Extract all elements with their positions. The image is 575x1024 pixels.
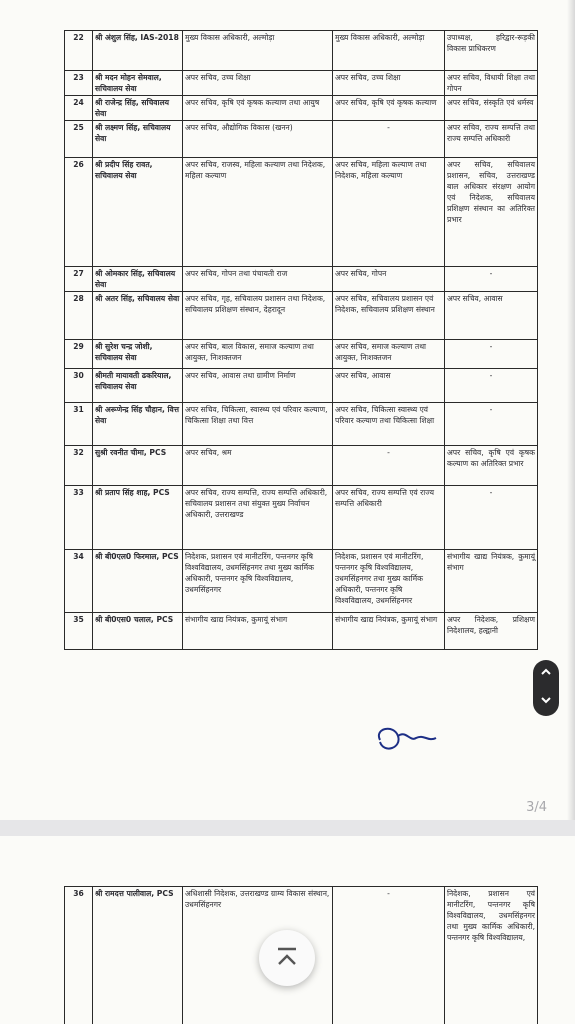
serial-number: 28 — [65, 292, 93, 340]
current-posting: अपर सचिव, औद्योगिक विकास (खनन) — [183, 121, 333, 158]
retained-posting: - — [333, 887, 445, 1024]
table-row — [65, 96, 538, 121]
table-row — [65, 369, 538, 403]
new-posting: निदेशक, प्रशासन एवं मानीटरिंग, पन्तनगर कृषि विश्वविद्यालय, उधमसिंहनगर तथा मुख्य कार्मिक अधिकारी, पन्तनगर कृषि विश्वविद्यालय, — [445, 887, 538, 1024]
retained-posting: संभागीय खाद्य नियंत्रक, कुमायूं संभाग — [333, 613, 445, 650]
officer-name: श्री ओमकार सिंह, सचिवालय सेवा — [93, 267, 183, 292]
officer-name: श्री बी0एल0 फिरमाल, PCS — [93, 550, 183, 613]
current-posting: संभागीय खाद्य नियंत्रक, कुमायूं संभाग — [183, 613, 333, 650]
retained-posting: - — [333, 446, 445, 486]
current-posting: मुख्य विकास अधिकारी, अल्मोड़ा — [183, 31, 333, 71]
officer-name: श्री मदन मोहन सेमवाल, सचिवालय सेवा — [93, 71, 183, 96]
table-row — [65, 403, 538, 446]
officer-name: श्री प्रताप सिंह शाह, PCS — [93, 486, 183, 550]
serial-number: 23 — [65, 71, 93, 96]
table-row — [65, 446, 538, 486]
serial-number: 34 — [65, 550, 93, 613]
new-posting: - — [445, 369, 538, 403]
table-row — [65, 550, 538, 613]
retained-posting: मुख्य विकास अधिकारी, अल्मोड़ा — [333, 31, 445, 71]
new-posting: अपर निदेशक, प्रशिक्षण निदेशालय, हल्द्वानी — [445, 613, 538, 650]
table-row — [65, 71, 538, 96]
current-posting: अपर सचिव, गृह, सचिवालय प्रशासन तथा निदेशक, सचिवालय प्रशिक्षण संस्थान, देहरादून — [183, 292, 333, 340]
serial-number: 29 — [65, 340, 93, 369]
current-posting: अपर सचिव, राजस्व, महिला कल्याण तथा निदेशक, महिला कल्याण — [183, 158, 333, 267]
scroll-up-button[interactable] — [533, 660, 559, 688]
chevron-down-icon — [540, 694, 552, 706]
current-posting: अपर सचिव, श्रम — [183, 446, 333, 486]
officer-name: श्री अंशुल सिंह, IAS-2018 — [93, 31, 183, 71]
serial-number: 30 — [65, 369, 93, 403]
retained-posting: अपर सचिव, उच्च शिक्षा — [333, 71, 445, 96]
new-posting: अपर सचिव, संस्कृति एवं धर्मस्व — [445, 96, 538, 121]
table-row — [65, 267, 538, 292]
table-row — [65, 613, 538, 650]
new-posting: संभागीय खाद्य नियंत्रक, कुमायूं संभाग — [445, 550, 538, 613]
chevron-up-icon — [540, 666, 552, 678]
new-posting: - — [445, 486, 538, 550]
serial-number: 35 — [65, 613, 93, 650]
serial-number: 27 — [65, 267, 93, 292]
signature — [372, 720, 442, 756]
current-posting: अधिशासी निदेशक, उत्तराखण्ड ग्राम्य विकास संस्थान, उधमसिंहनगर — [183, 887, 333, 1024]
new-posting: अपर सचिव, आवास — [445, 292, 538, 340]
current-posting: निदेशक, प्रशासन एवं मानीटरिंग, पन्तनगर कृषि विश्वविद्यालय, उधमसिंहनगर तथा मुख्य कार्मिक अधिकारी, पन्तनगर कृषि विश्वविद्यालय, उधमसिंहनगर — [183, 550, 333, 613]
officer-name: श्री अतर सिंह, सचिवालय सेवा — [93, 292, 183, 340]
current-posting: अपर सचिव, गोपन तथा पंचायती राज — [183, 267, 333, 292]
serial-number: 25 — [65, 121, 93, 158]
officer-name: श्री प्रदीप सिंह रावत, सचिवालय सेवा — [93, 158, 183, 267]
page-edge-shadow — [567, 0, 575, 820]
officer-name: श्री बी0एस0 चलाल, PCS — [93, 613, 183, 650]
serial-number: 26 — [65, 158, 93, 267]
officer-name: श्री सुरेश चन्द्र जोशी, सचिवालय सेवा — [93, 340, 183, 369]
new-posting: अपर सचिव, सचिवालय प्रशासन, सचिव, उत्तराखण्ड बाल अधिकार संरक्षण आयोग एवं निदेशक, सचिवालय प्रशिक्षण संस्थान का अतिरिक्त प्रभार — [445, 158, 538, 267]
table-row — [65, 31, 538, 71]
page-nav-control — [533, 660, 559, 716]
retained-posting: अपर सचिव, महिला कल्याण तथा निदेशक, महिला कल्याण — [333, 158, 445, 267]
serial-number: 36 — [65, 887, 93, 1024]
retained-posting: अपर सचिव, राज्य सम्पत्ति एवं राज्य सम्पत्ति अधिकारी — [333, 486, 445, 550]
retained-posting: अपर सचिव, आवास — [333, 369, 445, 403]
officer-name: श्रीमती मायावती ढकरियाल, सचिवालय सेवा — [93, 369, 183, 403]
retained-posting: अपर सचिव, चिकित्सा स्वास्थ्य एवं परिवार कल्याण तथा चिकित्सा शिक्षा — [333, 403, 445, 446]
current-posting: अपर सचिव, बाल विकास, समाज कल्याण तथा आयुक्त, निःशक्तजन — [183, 340, 333, 369]
transfer-table — [64, 30, 538, 650]
table-row — [65, 486, 538, 550]
scroll-down-button[interactable] — [533, 688, 559, 716]
serial-number: 33 — [65, 486, 93, 550]
new-posting: - — [445, 403, 538, 446]
page-separator — [0, 820, 575, 836]
retained-posting: अपर सचिव, कृषि एवं कृषक कल्याण — [333, 96, 445, 121]
new-posting: अपर सचिव, कृषि एवं कृषक कल्याण का अतिरिक्त प्रभार — [445, 446, 538, 486]
new-posting: अपर सचिव, राज्य सम्पत्ति तथा राज्य सम्पत्ति अधिकारी — [445, 121, 538, 158]
new-posting: - — [445, 267, 538, 292]
new-posting: उपाध्यक्ष, हरिद्वार-रूड़की विकास प्राधिकरण — [445, 31, 538, 71]
serial-number: 31 — [65, 403, 93, 446]
current-posting: अपर सचिव, राज्य सम्पत्ति, राज्य सम्पत्ति अधिकारी, सचिवालय प्रशासन तथा संयुक्त मुख्य निर्वाचन अधिकारी, उत्तराखण्ड — [183, 486, 333, 550]
retained-posting: - — [333, 121, 445, 158]
retained-posting: अपर सचिव, समाज कल्याण तथा आयुक्त, निःशक्तजन — [333, 340, 445, 369]
serial-number: 24 — [65, 96, 93, 121]
table-row — [65, 121, 538, 158]
table-row — [65, 292, 538, 340]
page-indicator: 3/4 — [526, 800, 547, 815]
scroll-to-top-button[interactable] — [259, 930, 315, 986]
current-posting: अपर सचिव, कृषि एवं कृषक कल्याण तथा आयुष — [183, 96, 333, 121]
serial-number: 32 — [65, 446, 93, 486]
officer-name: श्री अरूणेन्द्र सिंह चौहान, वित्त सेवा — [93, 403, 183, 446]
retained-posting: अपर सचिव, सचिवालय प्रशासन एवं निदेशक, सचिवालय प्रशिक्षण संस्थान — [333, 292, 445, 340]
new-posting: - — [445, 340, 538, 369]
table-row — [65, 158, 538, 267]
current-posting: अपर सचिव, उच्च शिक्षा — [183, 71, 333, 96]
officer-name: सुश्री रवनीत चीमा, PCS — [93, 446, 183, 486]
current-posting: अपर सचिव, आवास तथा ग्रामीण निर्माण — [183, 369, 333, 403]
retained-posting: निदेशक, प्रशासन एवं मानीटरिंग, पन्तनगर कृषि विश्वविद्यालय, उधमसिंहनगर तथा मुख्य कार्मिक अधिकारी, पन्तनगर कृषि विश्वविद्यालय, उधमसिंहनगर — [333, 550, 445, 613]
officer-name: श्री राजेन्द्र सिंह, सचिवालय सेवा — [93, 96, 183, 121]
officer-name: श्री रामदत्त पालीवाल, PCS — [93, 887, 183, 1024]
officer-name: श्री लक्ष्मण सिंह, सचिवालय सेवा — [93, 121, 183, 158]
serial-number: 22 — [65, 31, 93, 71]
new-posting: अपर सचिव, विधायी शिक्षा तथा गोपन — [445, 71, 538, 96]
table-row — [65, 340, 538, 369]
retained-posting: अपर सचिव, गोपन — [333, 267, 445, 292]
scroll-to-top-icon — [273, 944, 301, 972]
current-posting: अपर सचिव, चिकित्सा, स्वास्थ्य एवं परिवार कल्याण, चिकित्सा शिक्षा तथा वित्त — [183, 403, 333, 446]
